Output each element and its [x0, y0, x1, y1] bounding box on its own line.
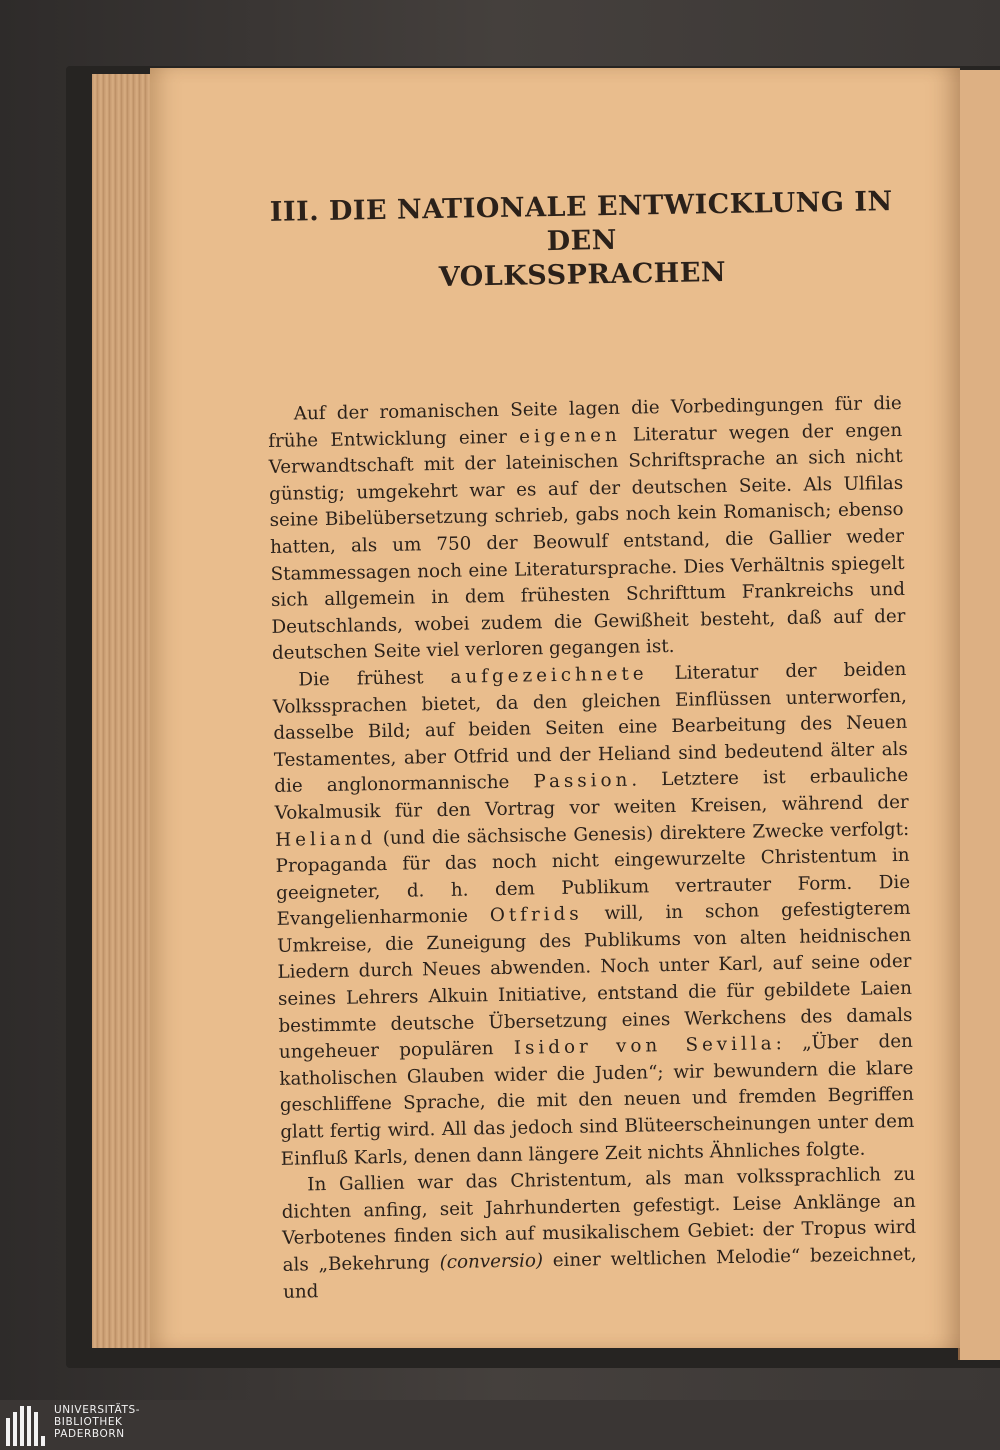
text-run: In Gallien war das Christentum, als man volkssprachlich zu dichten anfing, seit Jahrhunderten gefestigt. Leise Anklänge an Verbotenes finden sich auf musikalischem Gebiet: der Tropus wird als „Bekehrung	[281, 1164, 917, 1276]
spaced-emphasis: eigenen	[518, 424, 621, 448]
chapter-title-line-2: VOLKSSPRACHEN	[438, 256, 727, 293]
text-run: einer weltlichen Melodie“ bezeichnet, und	[282, 1243, 917, 1303]
library-name-line-1: UNIVERSITÄTS-	[54, 1404, 141, 1416]
library-name	[54, 1404, 140, 1440]
italic-emphasis: (conversio)	[439, 1250, 544, 1274]
spaced-emphasis: aufgezeichnete	[450, 663, 648, 688]
paragraph-3	[281, 1162, 917, 1306]
spaced-emphasis: Heliand	[275, 827, 377, 851]
facing-page-edge	[958, 70, 1000, 1360]
spaced-emphasis: Isidor von Sevilla	[513, 1033, 776, 1060]
text-run: Die frühest	[298, 666, 451, 691]
library-footer	[0, 1400, 1000, 1450]
spaced-emphasis: Otfrids	[489, 903, 583, 927]
spaced-emphasis: Passion	[533, 769, 632, 793]
text-run: Auf der romanischen Seite lagen die Vorbedingungen für die frühe Entwicklung einer	[268, 392, 902, 452]
text-run: Literatur der beiden Volkssprachen bietet, da den gleichen Einflüssen unterworfen, dasselbe Bild; auf beiden Seiten eine Bearbeitung des Neuen Testamentes, aber Otfrid und der Heliand sind bedeutend älter als die anglonormannische	[272, 658, 908, 798]
page-text-block	[264, 185, 917, 1306]
chapter-title	[264, 185, 900, 298]
chapter-title-line-1: III. DIE NATIONALE ENTWICKLUNG IN DEN	[269, 186, 893, 258]
body-text	[268, 391, 918, 1306]
text-run: : „Über den katholischen Glauben wider die Juden“; wir bewundern die klare geschliffene Sprache, die mit den neuen und fremden Begriffen glatt fertig wird. All das jedoch sind Blüteerscheinungen unter dem Einfluß Karls, denen dann längere Zeit nichts Ähnliches folgte.	[279, 1031, 915, 1170]
book-page	[150, 68, 960, 1348]
text-run: will, in schon gefestigterem Umkreise, die Zuneigung des Publikums von alten heidnischen Liedern durch Neues abwenden. Noch unter Karl, auf seine oder seines Lehrers Alkuin Initiative, entstand die für gebildete Laien bestimmte deutsche Übersetzung eines Werkchens des damals ungeheuer populären	[276, 898, 913, 1064]
library-logo-icon	[6, 1406, 50, 1446]
library-name-line-2: BIBLIOTHEK	[54, 1416, 123, 1428]
paragraph-2	[272, 657, 915, 1173]
text-run: (und die sächsische Genesis) direktere Zwecke verfolgt: Propaganda für das noch nicht eingewurzelte Christentum in geeigneter, d. h. dem Publikum vertrauter Form. Die Evangelienharmonie	[275, 818, 911, 931]
library-name-line-3: PADERBORN	[54, 1428, 125, 1440]
text-run: Literatur wegen der engen Verwandtschaft mit der lateinischen Schriftsprache an sich nicht günstig; umgekehrt war es auf der deutschen Seite. Als Ulfilas seine Bibelübersetzung schrieb, gabs noch kein Romanisch; ebenso hatten, als um 750 der Beowulf entstand, die Gallier weder Stammessagen noch eine Literatursprache. Dies Verhältnis spiegelt sich allgemein in dem frühesten Schrifttum Frankreichs und Deutschlands, wobei zudem die Gewißheit besteht, daß auf der deutschen Seite viel verloren gegangen ist.	[268, 419, 906, 665]
paragraph-1	[268, 391, 907, 668]
text-run: . Letztere ist erbauliche Vokalmusik für den Vortrag vor weiten Kreisen, während der	[274, 765, 909, 824]
